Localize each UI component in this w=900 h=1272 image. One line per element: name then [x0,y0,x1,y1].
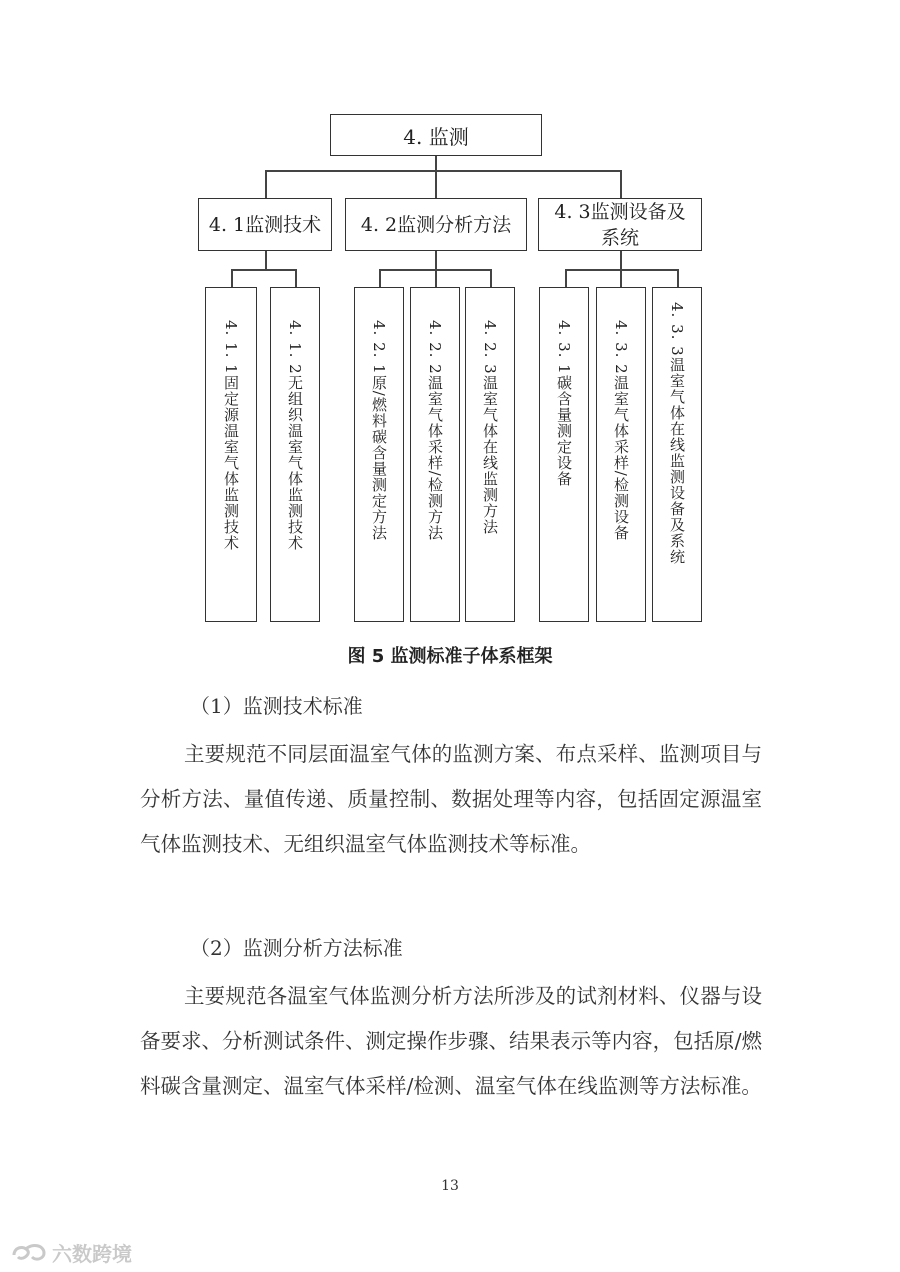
connector-line [435,155,437,171]
diagram-node-4-2-1 [354,287,404,622]
diagram-node-4-2-2 [410,287,460,622]
diagram-node-label: 4. 1监测技术 [208,213,322,236]
diagram-root-label: 4. 监测 [403,124,469,149]
diagram-node-4-3 [538,198,702,251]
diagram-node-label: 4. 2. 3温室气体在线监测方法 [481,320,499,535]
diagram-node-4-2-3 [465,287,515,622]
section-heading: （2）监测分析方法标准 [190,936,403,960]
connector-line [490,269,492,287]
connector-line [231,269,233,287]
diagram-node-label: 4. 3. 2温室气体采样/检测设备 [612,320,630,541]
diagram-node-4-1-1 [205,287,257,622]
diagram-node-label: 4. 3. 1碳含量测定设备 [555,320,573,487]
diagram-node-label: 4. 2监测分析方法 [360,213,512,236]
diagram-node-label: 4. 2. 2温室气体采样/检测方法 [426,320,444,541]
connector-line [565,269,567,287]
diagram-node-4-1-2 [270,287,320,622]
watermark [10,1238,132,1267]
connector-line [265,250,267,270]
connector-line [295,269,297,287]
connector-line [620,269,622,287]
section-body: 主要规范不同层面温室气体的监测方案、布点采样、监测项目与分析方法、量值传递、质量控制、数据处理等内容，包括固定源温室气体监测技术、无组织温室气体监测技术等标准。 [140,742,762,856]
section-body: 主要规范各温室气体监测分析方法所涉及的试剂材料、仪器与设备要求、分析测试条件、测定操作步骤、结果表示等内容，包括原/燃料碳含量测定、温室气体采样/检测、温室气体在线监测等方法标准。 [140,984,762,1098]
section-heading: （1）监测技术标准 [190,694,363,718]
connector-line [379,269,381,287]
watermark-text: 六数跨境 [52,1242,132,1266]
connector-line [620,250,622,270]
diagram-node-4-1 [198,198,332,251]
diagram-node-4-3-1 [539,287,589,622]
diagram-node-label: 4. 1. 1固定源温室气体监测技术 [222,320,240,551]
connector-line [435,269,437,287]
diagram-root-node [330,114,542,156]
connector-line [231,269,296,271]
diagram-node-4-3-2 [596,287,646,622]
connector-line [265,170,267,200]
connector-line [265,170,620,172]
diagram-node-4-3-3 [652,287,702,622]
diagram-node-label: 4. 3监测设备及系统 [554,200,686,249]
figure-caption: 图 5 监测标准子体系框架 [347,646,553,667]
diagram-node-label: 4. 1. 2无组织温室气体监测技术 [286,320,304,551]
connector-line [435,170,437,200]
connector-line [620,170,622,200]
page-number: 13 [441,1178,459,1194]
connector-line [677,269,679,287]
diagram-node-label: 4. 3. 3温室气体在线监测设备及系统 [668,302,686,565]
diagram-node-label: 4. 2. 1原/燃料碳含量测定方法 [370,320,388,541]
connector-line [565,269,678,271]
connector-line [435,250,437,270]
watermark-logo-icon [10,1241,48,1265]
diagram-node-4-2 [345,198,527,251]
